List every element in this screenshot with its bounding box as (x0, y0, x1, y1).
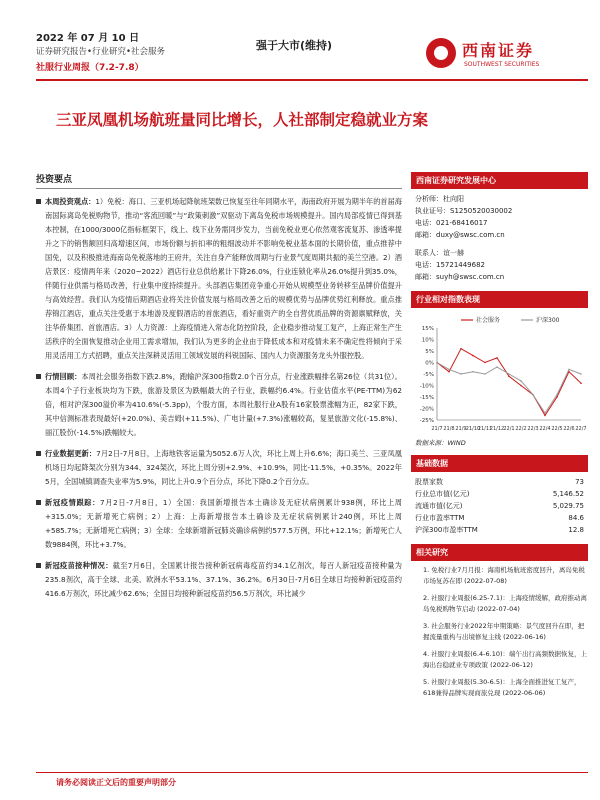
y-tick-label: -10% (419, 383, 434, 390)
invest-paragraph (36, 496, 402, 552)
chart-heading: 行业相对指数表现 (411, 291, 588, 308)
stat-key: 股票家数 (415, 478, 443, 486)
data-point (556, 394, 558, 396)
data-point (580, 373, 582, 375)
x-tick-label: 21/8 (443, 426, 455, 432)
data-point (520, 385, 522, 387)
team-line: 执业证号：S1250520030002 (415, 207, 513, 215)
page-title: 三亚凤凰机场航班量同比增长，人社部制定稳就业方案 (56, 111, 429, 129)
data-point (532, 394, 534, 396)
data-point (496, 366, 498, 368)
stat-row (411, 476, 588, 488)
data-point (484, 362, 486, 364)
paragraph-text: 截至7月6日，全国累计报告接种新冠病毒疫苗约34.1亿剂次，每百人新冠疫苗接种量为235.8剂次，高于全球、北美、欧洲水平53.1%、37.1%、36.2%。6月30日-7月6日全球日均接种新冠疫苗约416.6万剂次，环比减少62.6%；全国日均接种新冠疫苗约56.5万剂次，环比减少 (45, 561, 402, 598)
paragraph-text: 7月2日-7月8日，1）全国：我国新增报告本土确诊及无症状病例累计938例，环比上周+315.0%；无新增死亡病例；2）上海：上海新增报告本土确诊及无症状病例累计240例，环比上周+585.7%；无新增死亡病例；3）全球：全球新增新冠肺炎确诊病例约577.5万例，环比+12.1%；新增死亡人数9884例，环比+3.7%。 (45, 498, 402, 549)
paragraph-lead: 新冠疫苗接种情况： (45, 561, 113, 570)
report-date: 2022 年 07 月 10 日 (36, 33, 140, 44)
team-line: 邮箱：duxy@swsc.com.cn (415, 231, 505, 239)
bullet-icon (36, 563, 41, 568)
stat-key: 行业市盈率TTM (415, 514, 465, 522)
data-point (484, 373, 486, 375)
data-point (508, 373, 510, 375)
paragraph-lead: 行业数据更新： (45, 449, 97, 458)
x-tick-label: 21/9 (455, 426, 467, 432)
data-point (544, 415, 546, 417)
data-point (460, 348, 462, 350)
stat-row (411, 500, 588, 512)
bullet-icon (36, 374, 41, 379)
stat-key: 流通市值(亿元) (415, 502, 463, 510)
team-line: 邮箱：suyh@swsc.com.cn (415, 273, 505, 281)
invest-paragraph (36, 559, 402, 601)
logo-text-cn: 西南证券 (462, 41, 535, 60)
report-name: 社服行业周报（7.2-7.8） (36, 63, 144, 73)
invest-paragraph (36, 195, 402, 363)
y-tick-label: 15% (421, 326, 434, 332)
legend-label: 沪深300 (536, 317, 560, 324)
related-item[interactable]: 3. 社会服务行业2022年中期策略：景气度回升在即，把握流量重构与出境修复主线 (2022-06-16) (423, 622, 585, 641)
y-tick-label: -25% (419, 418, 434, 424)
y-tick-label: -15% (419, 395, 434, 401)
stat-value: 73 (575, 478, 584, 486)
paragraph-lead: 新冠疫情跟踪： (45, 498, 101, 507)
paragraph-text: 7月2日-7月8日，上海地铁客运量为5052.6万人次，环比上周上升6.6%；海口美兰、三亚凤凰机场日均起降架次分别为344、324架次，环比上周分别+2.9%、+10.9%，同比-11.5%、+0.35%。2022年5月，全国城镇调查失业率为5.9%，同比上升0.9个百分点，环比下降0.2个百分点。 (45, 449, 402, 486)
paragraph-lead: 行情回顾： (45, 372, 82, 381)
related-item[interactable]: 2. 社服行业周报(6.25-7.1)：上海疫情缓解，政府推动离岛免税购物节启动 (2022-07-04) (423, 594, 587, 613)
sidebar (411, 172, 588, 705)
team-line: 电话：15721449682 (415, 261, 485, 269)
data-point (580, 382, 582, 384)
stat-row (411, 524, 588, 536)
header-divider (36, 79, 588, 81)
team-line: 分析师：杜向阳 (415, 195, 464, 203)
bullet-icon (36, 500, 41, 505)
team-line: 联系人：谊一赫 (415, 249, 464, 257)
data-point (472, 355, 474, 357)
invest-paragraph (36, 370, 402, 440)
team-heading: 西南证券研究发展中心 (411, 172, 588, 189)
x-tick-label: 21/7 (431, 426, 443, 432)
stat-key: 沪深300市盈率TTM (415, 526, 478, 534)
stats-heading: 基础数据 (411, 455, 588, 472)
data-point (568, 369, 570, 371)
data-point (436, 362, 438, 364)
logo-mark-icon (426, 38, 456, 68)
data-point (448, 369, 450, 371)
y-tick-label: -20% (419, 406, 434, 413)
x-tick-label: 21/10 (465, 426, 481, 432)
y-tick-label: 10% (421, 337, 434, 344)
stat-value: 5,146.52 (552, 490, 584, 498)
data-point (472, 371, 474, 373)
invest-paragraph (36, 447, 402, 489)
bullet-icon (36, 451, 41, 456)
stat-value: 84.6 (568, 514, 584, 522)
data-point (520, 380, 522, 382)
chart-svg (411, 312, 588, 436)
footer-disclaimer: 请务必阅读正文后的重要声明部分 (56, 778, 176, 787)
stat-row (411, 488, 588, 500)
rating: 强于大市(维持) (256, 39, 333, 52)
data-point (544, 412, 546, 414)
chart-source: 数据来源：WIND (415, 439, 466, 447)
stat-key: 行业总市值(亿元) (415, 490, 470, 498)
paragraph-text: 1）免税：海口、三亚机场起降航班架数已恢复至往年同期水平，海南政府开展为期半年的首届海南国际离岛免税购物节，推动“客流回暖”与“政策刺激”双驱动下离岛免税市场规模提升。国内局部疫情已得到基本控制，在1000/3000亿指标框架下，线上、线下业务需同步发力，当前免税业更心依然观客流复苏、渗透率提升之下的销售额回归高增速区间，市场份额与折扣率的粗细波动并不影响免税业基本面的长期价值，重点推荐中国免，以及积极推进海南岛免税落地的王府井，关注自身产能释放周期与行业景气度周期共振的美兰空港。2）酒店景区：疫情两年来（2020~2022）酒店行业总供给累计下降26.0%，行业连锁化率从26.0%提升到35.0%，伴随行业供需与格局改善，行业集中度持续提升。头部酒店集团竞争重心开始从规模型业务转移至品牌价值提升与高效经营。我们认为疫情后期酒店业将关注价值发展与格局改善之后的规模优势与品牌优势红利释放。重点推荐锦江酒店，重点关注受惠于本地游及度假酒店的首旅酒店，看好重资产的全自营优质品牌的资源禀赋释放，关注华侨集团、首旅酒店。3）人力资源：上海疫情进入常态化防控阶段，企业稳步推动复工复产，上海正常生产生活秩序的全面恢复推动企业用工需求增加，我们认为更多的企业由于降低成本和对疫情未来不确定性将倾向于采用灵活用工方式招聘，重点关注深耕灵活用工领域发展的科锐国际、国内人力资源服务龙头外服控股。 (45, 197, 403, 360)
stat-value: 12.8 (568, 526, 584, 534)
paragraph-text: 本周社会服务指数下跌2.8%，跑输沪深300指数2.0个百分点，行业涨跌幅排名第26位（共31位）。本周4个子行业板块均为下跌，旅游及景区为跌幅最大的子行业，跌幅约6.4%。行业估值水平(PE-TTM)为62倍，相对沪深300溢价率为410.6%(-5.3pp)，个股方面，本周社服行业A股有16家股票涨幅为正，82家下跌，其中信测标准表现最好(+20.0%)、美吉姆(+11.5%)、广电计量(+7.3%)涨幅较高，复星旅游文化(-15.8%)、丽江股份(-14.5%)跌幅较大。 (45, 372, 402, 437)
x-tick-label: 22/6 (563, 426, 575, 432)
x-tick-label: 22/3 (527, 426, 539, 432)
stat-value: 5,029.75 (552, 502, 584, 510)
stat-row (411, 512, 588, 524)
main-column (36, 172, 402, 608)
legend-label: 社会服务 (476, 317, 501, 324)
logo-text-en: SOUTHWEST SECURITIES (464, 61, 540, 68)
team-line: 电话：021-68416017 (415, 219, 488, 227)
related-item[interactable]: 1. 免税行业7月月报：海南机场航班密度回升，离岛免税市场复苏在即 (2022-07-08) (423, 566, 585, 585)
y-tick-label: -5% (423, 372, 434, 378)
data-point (508, 376, 510, 378)
x-tick-label: 22/5 (551, 426, 563, 432)
related-item[interactable]: 4. 社服行业周报(6.4-6.10)：端午出行高频数据恢复，上海出台稳就业专项政策 (2022-06-12) (423, 650, 587, 669)
x-tick-label: 22/2 (515, 426, 527, 432)
x-tick-label: 21/11 (477, 426, 493, 432)
x-tick-label: 22/1 (503, 426, 515, 432)
data-point (496, 357, 498, 359)
index-chart (411, 312, 588, 436)
data-point (448, 371, 450, 373)
report-series: 证券研究报告•行业研究•社会服务 (36, 47, 166, 57)
x-tick-label: 21/12 (489, 426, 505, 432)
x-tick-label: 22/7 (575, 426, 587, 432)
x-tick-label: 22/4 (539, 426, 551, 432)
series-line (437, 349, 581, 416)
related-item[interactable]: 5. 社服行业周报(5.30-6.5)：上海全面推进复工复产，618兼得品牌实现商旅兑现 (2022-06-06) (423, 678, 581, 697)
y-tick-label: 5% (425, 349, 434, 355)
related-heading: 相关研究 (411, 544, 588, 561)
data-point (460, 373, 462, 375)
bullet-icon (36, 199, 41, 204)
y-tick-label: 0% (425, 360, 434, 367)
brand-logo (426, 38, 586, 76)
invest-heading: 投资要点 (36, 172, 402, 189)
footer-divider (36, 772, 588, 773)
paragraph-lead: 本周投资观点： (45, 197, 96, 206)
series-line (437, 363, 581, 414)
